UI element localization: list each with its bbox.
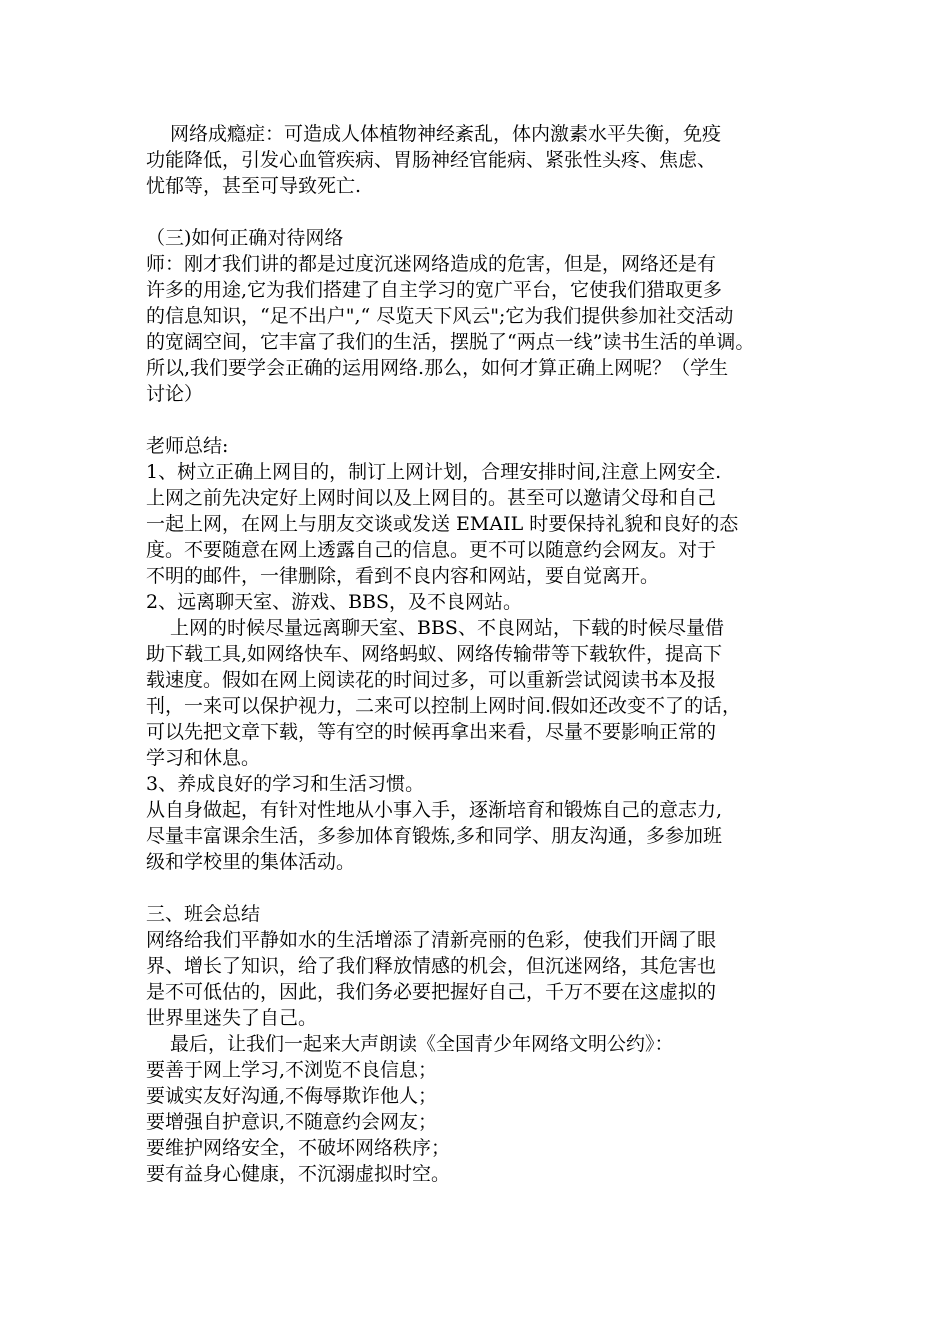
pledge-line: 要维护网络安全，不破坏网络秩序；: [146, 1137, 451, 1159]
text-line: 是不可低估的，因此，我们务必要把握好自己，千万不要在这虚拟的: [146, 981, 717, 1003]
text-line: 载速度。假如在网上阅读花的时间过多，可以重新尝试阅读书本及报: [146, 669, 717, 691]
class-summary-heading: 三、班会总结: [146, 903, 261, 925]
text-line: 忧郁等，甚至可导致死亡.: [146, 175, 362, 197]
text-line: 从自身做起，有针对性地从小事入手，逐渐培育和锻炼自己的意志力,: [146, 799, 723, 821]
paragraph-gap: [146, 199, 816, 225]
text-line: 讨论）: [146, 383, 204, 405]
pledge-line: 要诚实友好沟通,不侮辱欺诈他人；: [146, 1085, 438, 1107]
text-line: 网络成瘾症：可造成人体植物神经紊乱，体内激素水平失衡，免疫: [170, 123, 722, 145]
text-line: 所以,我们要学会正确的运用网络.那么，如何才算正确上网呢？（学生: [146, 357, 729, 379]
text-line: 尽量丰富课余生活，多参加体育锻炼,多和同学、朋友沟通，多参加班: [146, 825, 723, 847]
text-line: 度。不要随意在网上透露自己的信息。更不可以随意约会网友。对于: [146, 539, 717, 561]
summary-heading: 老师总结:: [146, 435, 229, 457]
text-line: 刊，一来可以保护视力，二来可以控制上网时间.假如还改变不了的话，: [146, 695, 742, 717]
pledge-line: 要善于网上学习,不浏览不良信息；: [146, 1059, 438, 1081]
text-line: 不明的邮件，一律删除，看到不良内容和网站，要自觉离开。: [146, 565, 660, 587]
text-line: 网络给我们平静如水的生活增添了清新亮丽的色彩，使我们开阔了眼: [146, 929, 717, 951]
text-line: 上网的时候尽量远离聊天室、BBS、不良网站，下载的时候尽量借: [170, 617, 724, 639]
pledge-list: [146, 1057, 816, 1187]
paragraph-teacher-remarks: [146, 251, 816, 407]
list-item-1: [146, 459, 816, 589]
section-heading: （三)如何正确对待网络: [146, 227, 344, 249]
text-line: 一起上网，在网上与朋友交谈或发送 EMAIL 时要保持礼貌和良好的态: [146, 513, 739, 535]
paragraph-gap: [146, 875, 816, 901]
list-item-3-title: 3、养成良好的学习和生活习惯。: [146, 773, 425, 795]
pledge-line: 要有益身心健康，不沉溺虚拟时空。: [146, 1163, 451, 1185]
text-line: 界、增长了知识，给了我们释放情感的机会，但沉迷网络，其危害也: [146, 955, 717, 977]
text-line: 许多的用途,它为我们搭建了自主学习的宽广平台，它使我们猎取更多: [146, 279, 723, 301]
text-line: 助下载工具,如网络快车、网络蚂蚁、网络传输带等下载软件，提高下: [146, 643, 723, 665]
pledge-line: 要增强自护意识,不随意约会网友；: [146, 1111, 438, 1133]
text-line: 上网之前先决定好上网时间以及上网目的。甚至可以邀请父母和自己: [146, 487, 717, 509]
text-line: 学习和休息。: [146, 747, 261, 769]
pledge-intro: 最后，让我们一起来大声朗读《全国青少年网络文明公约》：: [170, 1033, 674, 1055]
text-line: 可以先把文章下载，等有空的时候再拿出来看，尽量不要影响正常的: [146, 721, 717, 743]
text-line: 1、树立正确上网目的，制订上网计划，合理安排时间,注意上网安全.: [146, 461, 722, 483]
paragraph-class-summary: [146, 927, 816, 1031]
list-item-3: [146, 797, 816, 875]
text-line: 的信息知识，“足不出户",“ 尽览天下风云";它为我们提供参加社交活动: [146, 305, 734, 327]
paragraph-gap: [146, 407, 816, 433]
document-page: [146, 121, 816, 1187]
text-line: 师：刚才我们讲的都是过度沉迷网络造成的危害，但是，网络还是有: [146, 253, 717, 275]
text-line: 级和学校里的集体活动。: [146, 851, 356, 873]
paragraph-internet-addiction: [146, 121, 816, 199]
text-line: 世界里迷失了自己。: [146, 1007, 318, 1029]
text-line: 的宽阔空间，它丰富了我们的生活，摆脱了“两点一线”读书生活的单调。: [146, 331, 755, 353]
list-item-2-title: 2、远离聊天室、游戏、BBS，及不良网站。: [146, 591, 523, 613]
text-line: 功能降低，引发心血管疾病、胃肠神经官能病、紧张性头疼、焦虑、: [146, 149, 717, 171]
list-item-2: [146, 615, 816, 771]
